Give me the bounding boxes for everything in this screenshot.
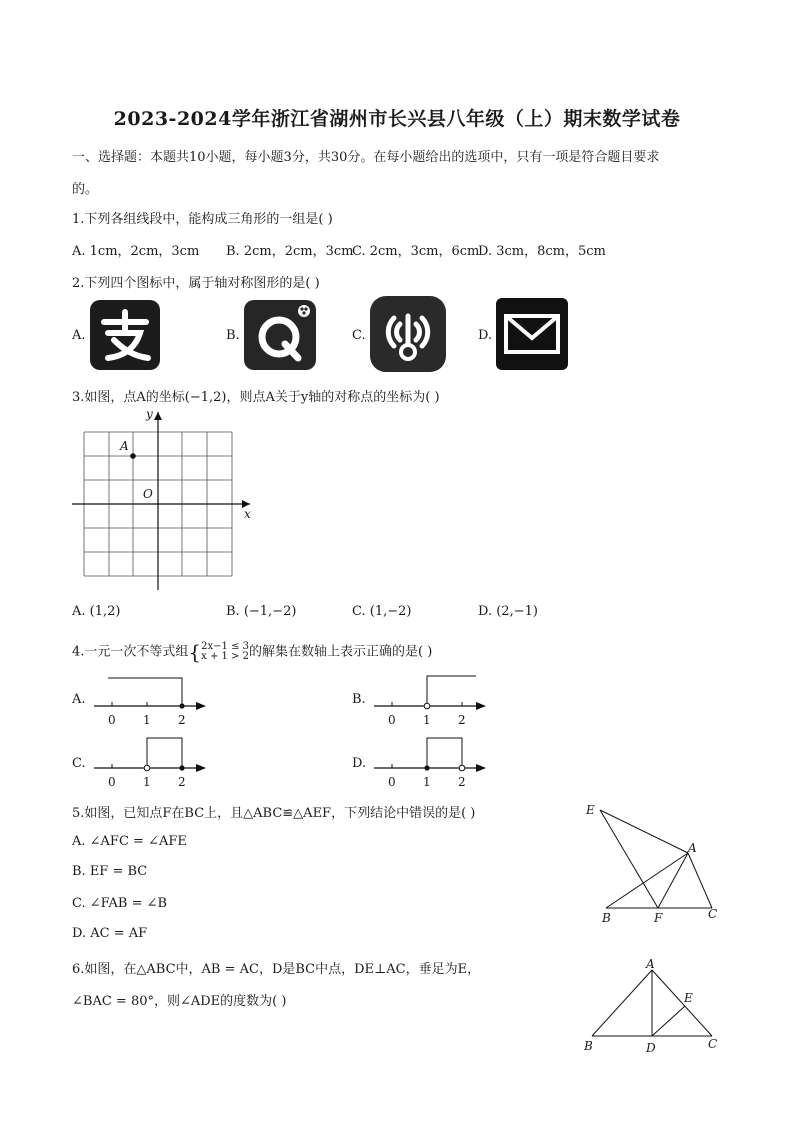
q4-label-d: D. [352,756,367,771]
q3-point-a-label: A [120,439,129,453]
q5-label-e: E [586,803,595,817]
section-instruction-line2: 的。 [72,182,99,197]
q6-label-e: E [684,991,693,1005]
page-title: 2023-2024学年浙江省湖州市长兴县八年级（上）期末数学试卷 [113,108,681,130]
q5-option-d: D. AC = AF [72,926,148,941]
q4-b-tick-0: 0 [388,713,396,727]
q1-option-d: D. 3cm，8cm，5cm [478,244,606,259]
q6-label-b: B [584,1039,593,1053]
q5-option-c: C. ∠FAB = ∠B [72,896,168,911]
q4-number-line-a [90,672,210,728]
q4-b-tick-1: 1 [423,713,431,727]
q4-c-tick-1: 1 [143,775,151,789]
q5-triangle-figure [582,800,722,930]
q3-option-a: A. (1,2) [72,604,121,619]
q4-b-tick-2: 2 [458,713,466,727]
q4-label-a: A. [72,692,86,707]
q3-option-b: B. (−1,−2) [226,604,297,619]
q4-stem: 4.一元一次不等式组{ 2x−1 ≤ 3 x + 1 > 2 的解集在数轴上表示正确的是( ) [72,640,433,664]
envelope-icon [496,298,568,370]
q3-option-d: D. (2,−1) [478,604,538,619]
q5-option-a: A. ∠AFC = ∠AFE [72,834,187,849]
q-logo-icon [244,300,316,370]
q4-number-line-b [370,672,490,728]
q4-label-b: B. [352,692,366,707]
q4-d-tick-1: 1 [423,775,431,789]
q5-label-a: A [688,841,697,855]
q4-a-tick-1: 1 [143,713,151,727]
q4-d-tick-0: 0 [388,775,396,789]
q6-label-a: A [646,957,655,971]
q3-coordinate-grid [66,404,266,596]
q3-option-c: C. (1,−2) [352,604,412,619]
q4-inequality-2: x + 1 > 2 [201,651,249,662]
q4-number-line-d [370,734,490,790]
q4-stem-suffix: 的解集在数轴上表示正确的是( ) [248,644,433,660]
alipay-icon [90,300,160,370]
q5-option-b: B. EF = BC [72,864,148,879]
q1-option-a: A. 1cm，2cm，3cm [72,244,200,259]
q4-label-c: C. [72,756,86,771]
q1-stem: 1.下列各组线段中，能构成三角形的一组是( ) [72,212,333,227]
q2-label-c: C. [352,328,366,343]
q6-stem-line1: 6.如图，在△ABC中，AB = AC，D是BC中点，DE⊥AC，垂足为E， [72,962,481,977]
q4-a-tick-0: 0 [108,713,116,727]
q6-triangle-figure [578,956,724,1060]
q4-number-line-c [90,734,210,790]
q1-option-b: B. 2cm，2cm，3cm [226,244,354,259]
q4-d-tick-2: 2 [458,775,466,789]
q2-stem: 2.下列四个图标中，属于轴对称图形的是( ) [72,276,320,291]
q6-stem-line2: ∠BAC = 80°，则∠ADE的度数为( ) [72,994,287,1009]
wifi-key-icon [370,296,446,372]
q5-label-c: C [708,907,718,921]
q4-c-tick-0: 0 [108,775,116,789]
q4-stem-prefix: 4.一元一次不等式组 [72,644,189,660]
q5-stem: 5.如图，已知点F在BC上，且△ABC≌△AEF，下列结论中错误的是( ) [72,806,476,821]
q5-label-f: F [654,911,663,925]
q1-option-c: C. 2cm，3cm，6cm [352,244,480,259]
section-instruction-line1: 一、选择题：本题共10小题，每小题3分，共30分。在每小题给出的选项中，只有一项是符合题目要求 [72,150,660,165]
q3-y-axis-label: y [146,407,153,421]
q2-label-a: A. [72,328,86,343]
q4-inequality-1: 2x−1 ≤ 3 [201,641,249,652]
q3-origin-label: O [143,487,153,501]
q6-label-c: C [708,1037,718,1051]
q3-stem: 3.如图，点A的坐标(−1,2)，则点A关于y轴的对称点的坐标为( ) [72,390,440,405]
q2-label-b: B. [226,328,240,343]
q6-label-d: D [646,1041,656,1055]
q4-c-tick-2: 2 [178,775,186,789]
q5-label-b: B [602,911,611,925]
q2-label-d: D. [478,328,493,343]
q3-x-axis-label: x [244,507,251,521]
q4-a-tick-2: 2 [178,713,186,727]
